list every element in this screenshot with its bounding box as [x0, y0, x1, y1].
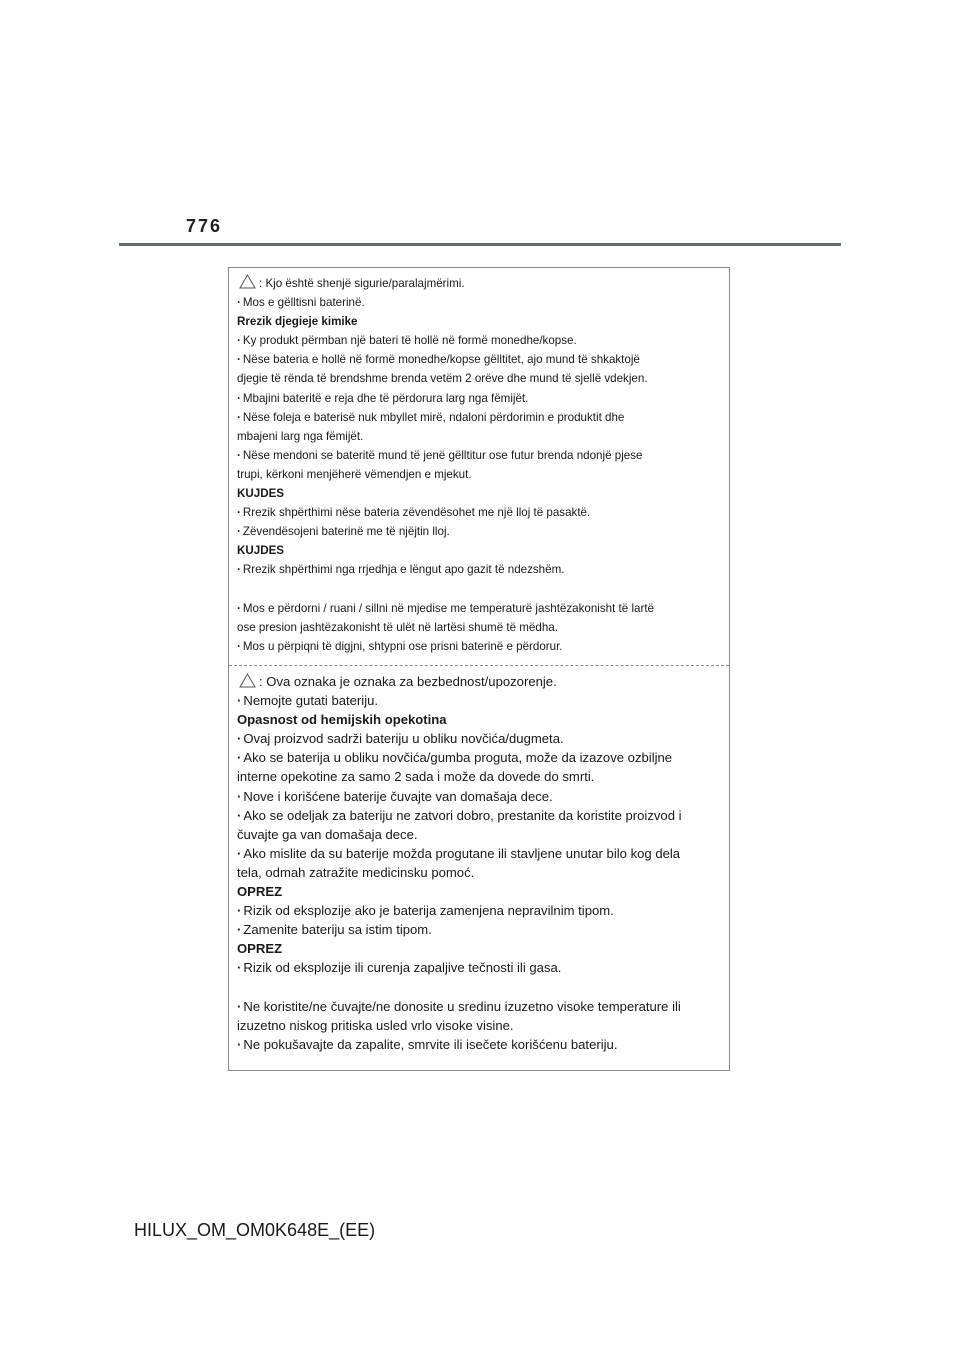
- text-line: djegie të rënda të brendshme brenda vetëm 2 orëve dhe mund të sjellë vdekjen.: [237, 372, 648, 386]
- section-intro: : Kjo është shenjë sigurie/paralajmërimi.: [237, 274, 723, 293]
- bullet-item: · Rizik od eksplozije ako je baterija zamenjena nepravilnim tipom.: [237, 901, 723, 920]
- bullet-item: · Mos u përpiqni të digjni, shtypni ose prisni baterinë e përdorur.: [237, 637, 723, 656]
- bullet-item: · Rizik od eksplozije ili curenja zapaljive tečnosti ili gasa.: [237, 958, 723, 977]
- section-serbian: [229, 672, 729, 1054]
- bullet-item: · Mbajini bateritë e reja dhe të përdorura larg nga fëmijët.: [237, 389, 723, 408]
- header-rule: [119, 243, 841, 246]
- text-line: tela, odmah zatražite medicinsku pomoć.: [237, 864, 475, 880]
- bullet-item: · Mos e përdorni / ruani / sillni në mjedise me temperaturë jashtëzakonisht të lartë: [237, 599, 723, 618]
- bullet-item: · Nove i korišćene baterije čuvajte van domašaja dece.: [237, 787, 723, 806]
- bullet-item: · Ky produkt përmban një bateri të hollë në formë monedhe/kopse.: [237, 331, 723, 350]
- text-line: izuzetno niskog pritiska usled vrlo visoke visine.: [237, 1017, 514, 1033]
- warning-triangle-icon: [239, 274, 256, 289]
- text-line: trupi, kërkoni menjëherë vëmendjen e mjekut.: [237, 467, 472, 481]
- bullet-item: · Ne koristite/ne čuvajte/ne donosite u sredinu izuzetno visoke temperature ili: [237, 997, 723, 1016]
- text-line: ose presion jashtëzakonisht të ulët në lartësi shumë të mëdha.: [237, 620, 558, 634]
- bullet-item: · Ako se baterija u obliku novčića/gumba proguta, može da izazove ozbiljne: [237, 748, 723, 767]
- section-albanian: [229, 274, 729, 656]
- section-heading: KUJDES: [237, 544, 285, 558]
- bullet-item: · Ne pokušavajte da zapalite, smrvite ili isečete korišćenu bateriju.: [237, 1035, 723, 1054]
- text-line: čuvajte ga van domašaja dece.: [237, 826, 418, 842]
- section-heading: OPREZ: [237, 941, 283, 957]
- document-id: HILUX_OM_OM0K648E_(EE): [134, 1220, 376, 1240]
- warning-triangle-icon: [239, 673, 256, 688]
- page-number: 776: [186, 216, 223, 236]
- bullet-item: · Zëvendësojeni baterinë me të njëjtin lloj.: [237, 522, 723, 541]
- section-heading: KUJDES: [237, 487, 285, 501]
- section-intro: : Ova oznaka je oznaka za bezbednost/upozorenje.: [237, 672, 723, 691]
- bullet-item: · Ovaj proizvod sadrži bateriju u obliku novčića/dugmeta.: [237, 729, 723, 748]
- text-line: mbajeni larg nga fëmijët.: [237, 429, 364, 443]
- section-heading: Opasnost od hemijskih opekotina: [237, 712, 447, 728]
- section-heading: OPREZ: [237, 884, 283, 900]
- bullet-item: · Mos e gëlltisni baterinë.: [237, 293, 723, 312]
- section-divider: [229, 665, 729, 666]
- text-line: interne opekotine za samo 2 sada i može da dovede do smrti.: [237, 769, 595, 785]
- bullet-item: · Nëse foleja e baterisë nuk mbyllet mirë, ndaloni përdorimin e produktit dhe: [237, 408, 723, 427]
- bullet-item: · Ako mislite da su baterije možda progutane ili stavljene unutar bilo kog dela: [237, 844, 723, 863]
- bullet-item: · Rrezik shpërthimi nga rrjedhja e lëngut apo gazit të ndezshëm.: [237, 560, 723, 579]
- bullet-item: · Ako se odeljak za bateriju ne zatvori dobro, prestanite da koristite proizvod i: [237, 806, 723, 825]
- battery-notice-box: [228, 267, 730, 1071]
- blank-line: [237, 580, 723, 599]
- bullet-item: · Nëse bateria e hollë në formë monedhe/kopse gëlltitet, ajo mund të shkaktojë: [237, 350, 723, 369]
- bullet-item: · Nëse mendoni se bateritë mund të jenë gëlltitur ose futur brenda ndonjë pjese: [237, 446, 723, 465]
- section-heading: Rrezik djegieje kimike: [237, 315, 358, 329]
- bullet-item: · Rrezik shpërthimi nëse bateria zëvendësohet me një lloj të pasaktë.: [237, 503, 723, 522]
- bullet-item: · Nemojte gutati bateriju.: [237, 691, 723, 710]
- bullet-item: · Zamenite bateriju sa istim tipom.: [237, 920, 723, 939]
- blank-line: [237, 978, 723, 997]
